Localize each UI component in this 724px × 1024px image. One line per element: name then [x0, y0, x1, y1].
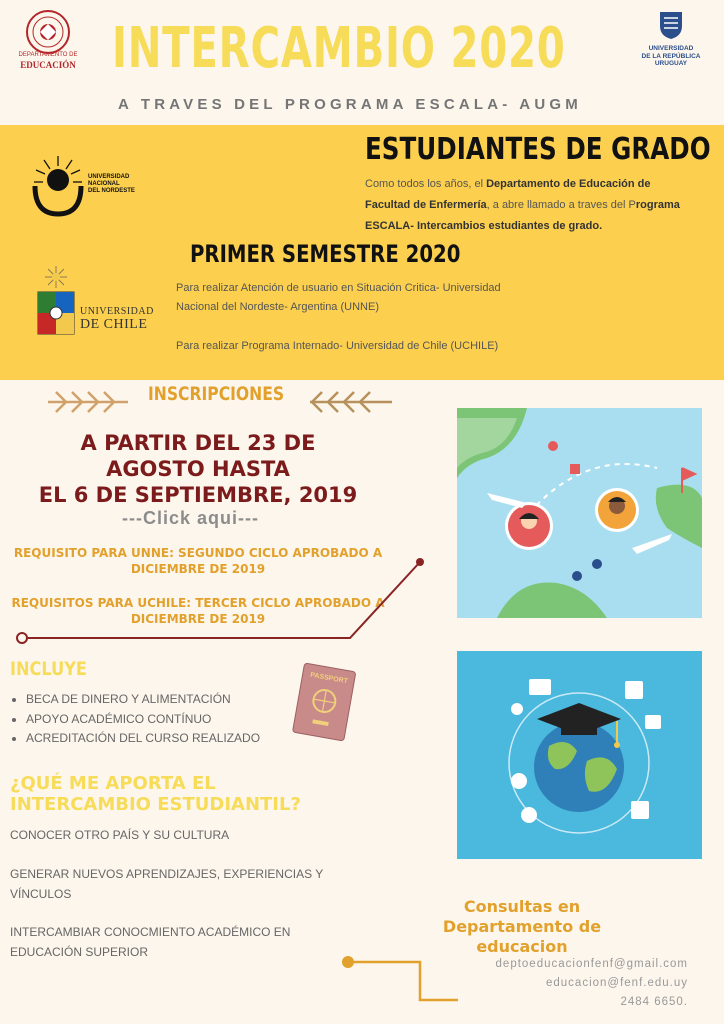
dates-line-2: EL 6 DE SEPTIEMBRE, 2019	[38, 483, 358, 507]
unne-line-2: NACIONAL	[88, 181, 120, 187]
main-title: INTERCAMBIO 2020	[112, 16, 566, 81]
phone-number: 2484 6650.	[620, 996, 688, 1008]
intro-paragraph	[365, 174, 695, 237]
unne-line-3: DEL NORDESTE	[88, 188, 135, 194]
chevrons-right-icon	[48, 384, 138, 420]
passport-illustration	[290, 663, 358, 743]
logo-edu-bottom-text: EDUCACIÓN	[20, 60, 76, 70]
subtitle: A TRAVES DEL PROGRAMA ESCALA- AUGM	[118, 96, 582, 113]
list-item: • APOYO ACADÉMICO CONTÍNUO	[26, 710, 260, 730]
list-item: • BECA DE DINERO Y ALIMENTACIÓN	[26, 690, 260, 710]
benefit-item: CONOCER OTRO PAÍS Y SU CULTURA	[10, 828, 230, 842]
udelar-shield-icon	[658, 10, 684, 40]
udelar-line-1: UNIVERSIDAD	[648, 45, 694, 52]
udelar-line-3: URUGUAY	[654, 60, 688, 67]
intro-bold-1: Departamento de Educación de Facultad de Enfermería	[365, 178, 651, 211]
description-unne: Para realizar Atención de usuario en Situación Critica- Universidad Nacional del Nordeste- Argentina (UNNE)	[176, 282, 501, 313]
list-item: • ACREDITACIÓN DEL CURSO REALIZADO	[26, 729, 260, 749]
email-link[interactable]: educacion@fenf.edu.uy	[545, 977, 688, 989]
requirement-unne: REQUISITO PARA UNNE: SEGUNDO CICLO APROBADO A DICIEMBRE DE 2019	[13, 546, 383, 576]
heading-semester: PRIMER SEMESTRE 2020	[190, 240, 461, 268]
heading-estudiantes: ESTUDIANTES DE GRADO	[365, 132, 711, 167]
intro-bold-2: rograma ESCALA- Intercambios estudiantes de grado.	[365, 199, 680, 232]
uchile-crest-icon	[36, 266, 76, 338]
benefit-item: INTERCAMBIAR CONOCMIENTO ACADÉMICO EN EDUCACIÓN SUPERIOR	[10, 925, 291, 959]
intro-pre: Como todos los años, el	[365, 178, 487, 190]
udelar-logo	[640, 10, 702, 68]
dates-line-1: A PARTIR DEL 23 DE AGOSTO HASTA	[80, 431, 316, 481]
email-link[interactable]: deptoeducacionfenf@gmail.com	[495, 958, 688, 970]
unne-logo	[30, 152, 135, 223]
sun-icon	[30, 152, 86, 218]
includes-heading: INCLUYE	[10, 658, 87, 680]
udelar-line-2: DE LA REPÚBLICA	[641, 52, 701, 60]
contact-heading: Consultas en Departamento de educacion	[442, 897, 602, 956]
departamento-educacion-logo	[12, 6, 84, 72]
benefits-question: ¿QUÉ ME APORTA EL INTERCAMBIO ESTUDIANTIL?	[10, 773, 301, 815]
description-uchile: Para realizar Programa Internado- Universidad de Chile (UCHILE)	[176, 340, 499, 352]
uchile-logo	[36, 266, 154, 343]
uchile-line-2: DE CHILE	[80, 317, 148, 332]
arrow-left-icon	[302, 384, 392, 420]
passport-label: PASSPORT	[309, 671, 349, 686]
timeline-line-decoration	[10, 550, 430, 646]
includes-list	[10, 690, 260, 749]
contact-info	[440, 955, 688, 1012]
intro-mid: , a abre llamado a traves del P	[486, 199, 636, 211]
inscripciones-label: INSCRIPCIONES	[148, 383, 285, 405]
unne-line-1: UNIVERSIDAD	[88, 174, 130, 180]
travel-map-illustration	[457, 408, 702, 618]
uchile-line-1: UNIVERSIDAD	[80, 306, 154, 317]
registration-dates	[28, 430, 368, 508]
requirement-uchile: REQUISITOS PARA UCHILE: TERCER CICLO APROBADO A DICIEMBRE DE 2019	[11, 596, 385, 626]
benefit-item: GENERAR NUEVOS APRENDIZAJES, EXPERIENCIAS Y VÍNCULOS	[10, 867, 323, 901]
click-here-link[interactable]: ---Click aqui---	[122, 508, 259, 528]
globe-education-illustration	[457, 651, 702, 859]
logo-edu-top-text: DEPARTAMENTO DE	[18, 52, 78, 58]
